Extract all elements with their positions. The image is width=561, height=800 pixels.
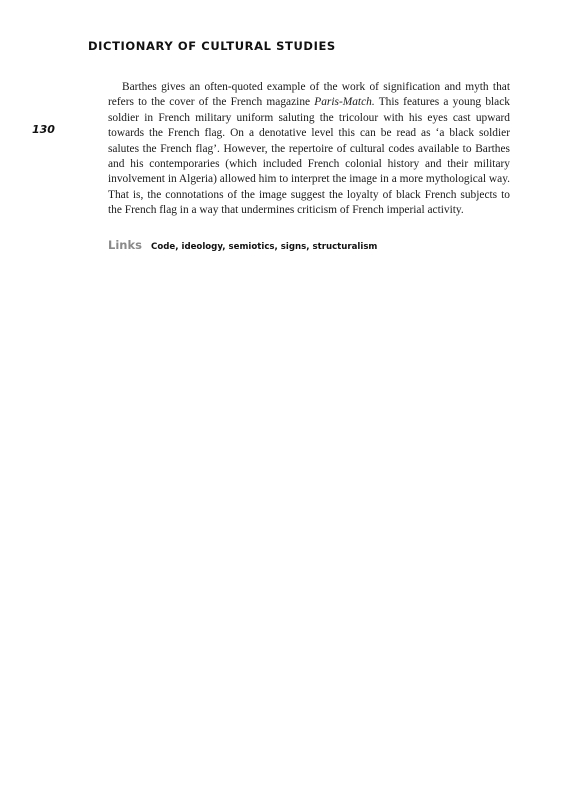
body-text-part-2: This features a young black soldier in French military uniform saluting the tricolour with his eyes cast upward towards the French flag. On a denotative level this can be read as ‘a black soldier salutes the French flag’. However, the repertoire of cultural codes available to Barthes and his contemporaries (which included French colonial history and their military involvement in Algeria) allowed him to interpret the image in a more mythological way. That is, the connotations of the image suggest the loyalty of black French subjects to the French flag in a way that undermines criticism of French imperial activity. bbox=[108, 96, 510, 217]
links-label: Links bbox=[108, 238, 142, 252]
entry-body-paragraph bbox=[108, 80, 510, 219]
magazine-title: Paris-Match. bbox=[314, 96, 375, 109]
body-text-part-1: Barthes gives an often-quoted example of the work of signification and myth that refers to the cover of the French magazine bbox=[108, 81, 510, 109]
running-head-title: DICTIONARY OF CULTURAL STUDIES bbox=[88, 39, 336, 53]
page-number: 130 bbox=[32, 123, 55, 136]
links-section bbox=[108, 234, 377, 253]
links-list: Code, ideology, semiotics, signs, structuralism bbox=[151, 242, 378, 252]
